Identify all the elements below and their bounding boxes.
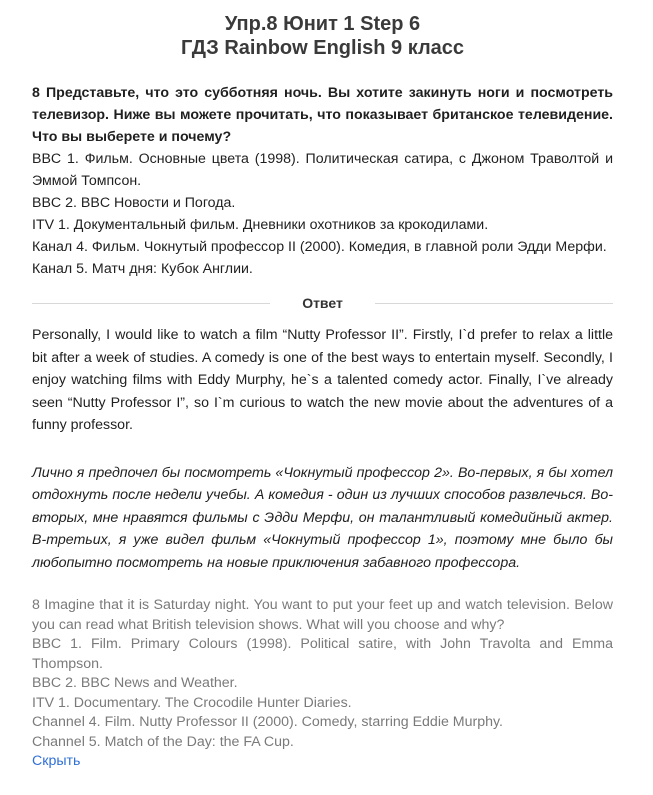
answer-russian: Лично я предпочел бы посмотреть «Чокнутый профессор 2». Во-первых, я бы хотел отдохнуть после недели учебы. А комедия - один из лучших способов развлечься. Во-вторых, мне нравятся фильмы с Эдди Мерфи, он талантливый комедийный актер. В-третьих, я уже видел фильм «Чокнутый профессор 1», поэтому мне было бы любопытно посмотреть на новые приключения забавного профессора. (32, 464, 613, 571)
title-book: ГДЗ Rainbow English 9 класс (180, 37, 465, 59)
task-item: ITV 1. Документальный фильм. Дневники охотников за крокодилами. (32, 217, 489, 233)
answer-english: Personally, I would like to watch a film “Nutty Professor II”. Firstly, I`d prefer to relax a little bit after a week of studies. A comedy is one of the best ways to entertain myself. Secondly, I enjoy watching films with Eddy Murphy, he`s a talented comedy actor. Finally, I`ve already seen “Nutty Professor I”, so I`m curious to watch the new movie about the adventures of a funny professor. (32, 327, 613, 433)
answer-separator (32, 295, 613, 311)
original-item: Channel 5. Match of the Day: the FA Cup. (32, 733, 294, 750)
task-block (32, 82, 613, 280)
task-item: Канал 5. Матч дня: Кубок Англии. (32, 261, 253, 277)
title-exercise: Упр.8 Юнит 1 Step 6 (224, 13, 421, 35)
task-item: BBC 2. BBC Новости и Погода. (32, 195, 236, 211)
answer-heading: Ответ (302, 295, 343, 311)
task-question: 8 Представьте, что это субботняя ночь. Вы хотите закинуть ноги и посмотреть телевизор. Ниже вы можете прочитать, что показывает британское телевидение. Что вы выберете и почему? (32, 85, 613, 145)
hide-link[interactable]: Скрыть (32, 753, 81, 769)
original-item: BBC 2. BBC News and Weather. (32, 675, 238, 691)
original-item: Channel 4. Film. Nutty Professor II (2000). Comedy, starring Eddie Murphy. (32, 714, 503, 730)
original-task-block (32, 596, 613, 772)
original-question: 8 Imagine that it is Saturday night. You want to put your feet up and watch television. Below you can read what British television shows. What will you choose and why? (32, 597, 613, 633)
original-item: ITV 1. Documentary. The Crocodile Hunter Diaries. (32, 694, 352, 711)
separator-line-left (32, 303, 270, 304)
original-item: BBC 1. Film. Primary Colours (1998). Political satire, with John Travolta and Emma Thompson. (32, 636, 613, 672)
task-item: BBC 1. Фильм. Основные цвета (1998). Политическая сатира, с Джоном Траволтой и Эммой Томпсон. (32, 151, 613, 189)
page-title (32, 12, 613, 60)
task-item: Канал 4. Фильм. Чокнутый профессор II (2000). Комедия, в главной роли Эдди Мерфи. (32, 239, 607, 255)
separator-line-right (375, 303, 613, 304)
